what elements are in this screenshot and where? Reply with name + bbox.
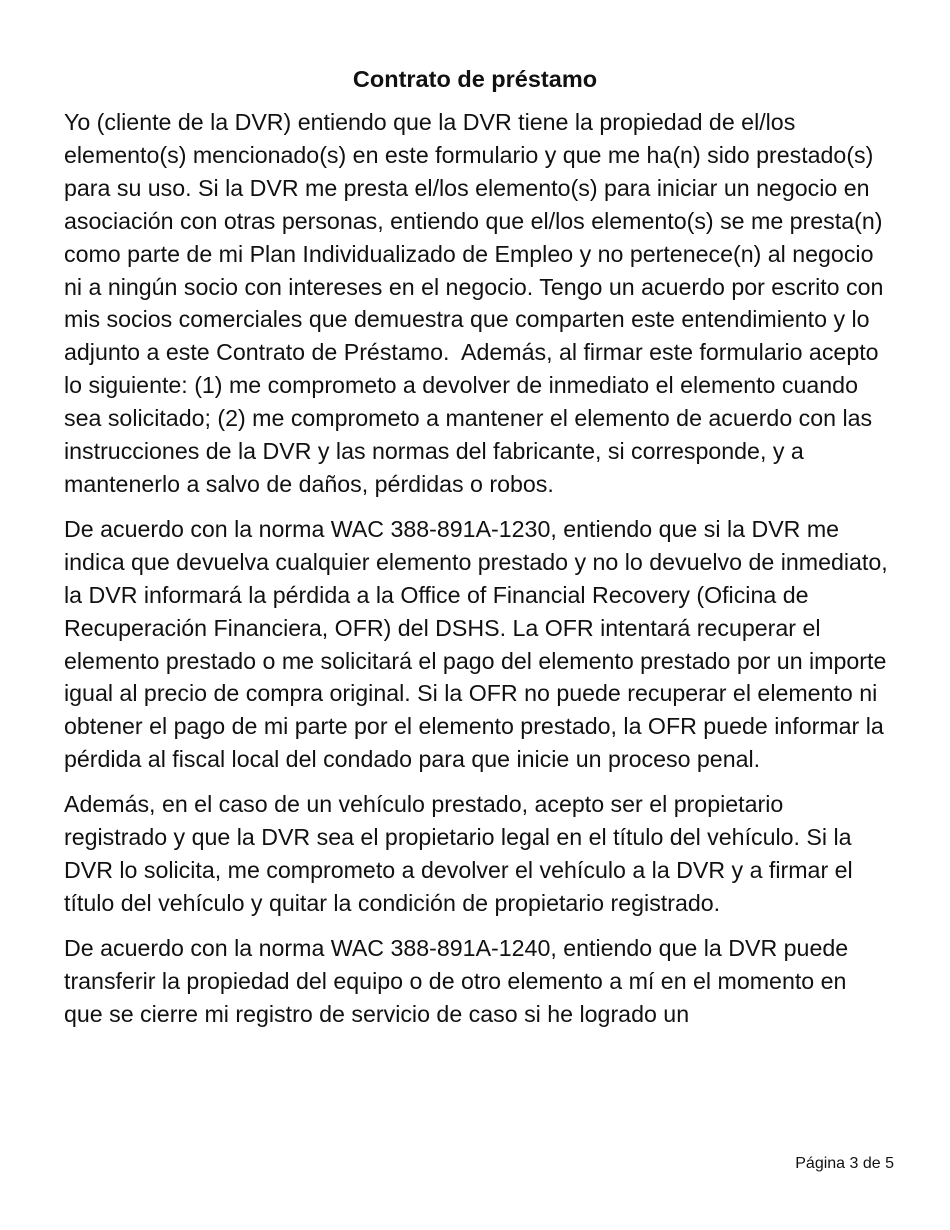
paragraph-wac-1240: De acuerdo con la norma WAC 388-891A-1240, entiendo que la DVR puede transferir la propiedad del equipo o de otro elemento a mí en el momento en que se cierre mi registro de servicio de caso si he logrado un xyxy=(64,934,855,1027)
paragraph-wac-1230: De acuerdo con la norma WAC 388-891A-1230, entiendo que si la DVR me indica que devuelva cualquier elemento prestado y no lo devuelvo de inmediato, la DVR informará la pérdida a la Office of Financial Recovery (Oficina de Recuperación Financiera, OFR) del DSHS. La OFR intentará recuperar el elemento prestado o me solicitará el pago del elemento prestado por un importe igual al precio de compra original. Si la OFR no puede recuperar el elemento ni obtener el pago de mi parte por el elemento prestado, la OFR puede informar la pérdida al fiscal local del condado para que inicie un proceso penal. xyxy=(64,515,895,773)
document-body xyxy=(64,106,895,1042)
paragraph-vehicle: Además, en el caso de un vehículo prestado, acepto ser el propietario registrado y que la DVR sea el propietario legal en el título del vehículo. Si la DVR lo solicita, me comprometo a devolver el vehículo a la DVR y a firmar el título del vehículo y quitar la condición de propietario registrado. xyxy=(64,791,860,916)
page-title: Contrato de préstamo xyxy=(352,66,598,92)
paragraph-loan-terms: Yo (cliente de la DVR) entiendo que la DVR tiene la propiedad de el/los elemento(s) mencionado(s) en este formulario y que me ha(n) sido prestado(s) para su uso. Si la DVR me presta el/los elemento(s) para iniciar un negocio en asociación con otras personas, entiendo que el/los elemento(s) se me presta(n) como parte de mi Plan Individualizado de Empleo y no pertenece(n) al negocio ni a ningún socio con intereses en el negocio. Tengo un acuerdo por escrito con mis socios comerciales que demuestra que comparten este entendimiento y lo adjunto a este Contrato de Préstamo. Además, al firmar este formulario acepto lo siguiente: (1) me comprometo a devolver de inmediato el elemento cuando sea solicitado; (2) me comprometo a mantener el elemento de acuerdo con las instrucciones de la DVR y las normas del fabricante, si corresponde, y a mantenerlo a salvo de daños, pérdidas o robos. xyxy=(64,109,890,497)
page-number: Página 3 de 5 xyxy=(795,1155,894,1172)
